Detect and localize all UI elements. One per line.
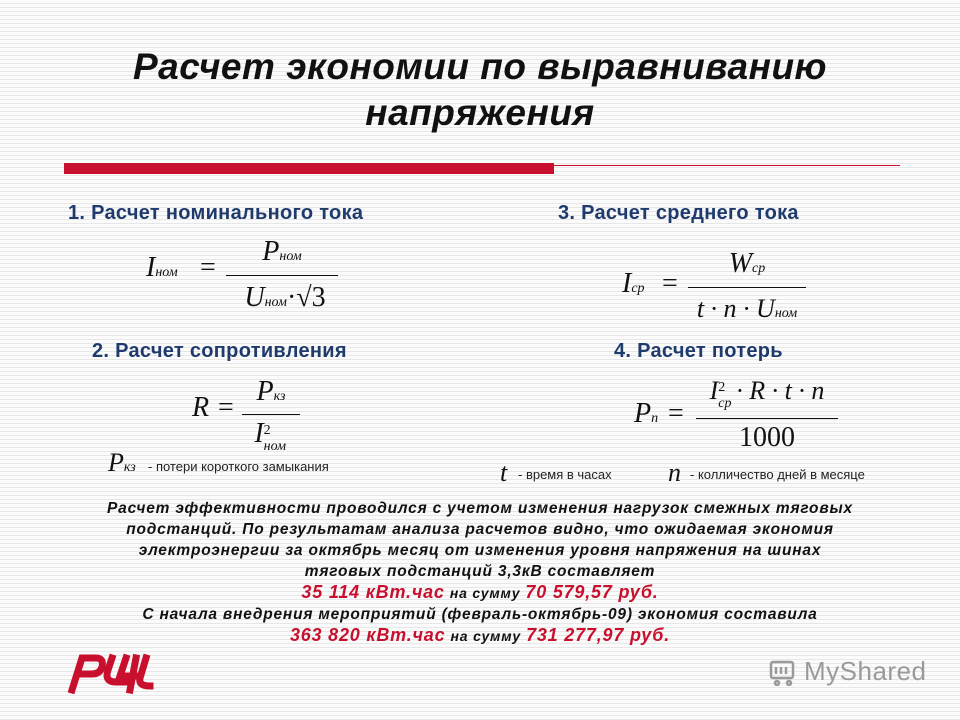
f2-numerator: P [256,376,274,407]
value1-kwh: 35 114 кВт.час [301,582,445,602]
note-pkz-text: - потери короткого замыкания [148,459,329,474]
note-pkz-sub: кз [123,460,136,475]
title-line-1: Расчет экономии по выравниванию [132,46,828,87]
f2-fraction-bar [242,414,300,415]
myshared-cart-icon [768,658,798,686]
summary-paragraph [40,498,920,647]
f4-lhs-sub: п [651,411,659,426]
f2-denominator: I [254,418,264,449]
note-t-symbol: t [500,458,508,487]
f4-denominator: 1000 [739,422,795,453]
f4-fraction-bar [696,418,838,419]
f4-equals: = [668,398,684,429]
rzd-logo [66,650,158,699]
f1-equals: = [200,252,216,283]
f3-numerator: W [728,248,753,279]
f1-denominator: U [244,282,265,313]
heading-nominal-current: 1. Расчет номинального тока [68,202,364,224]
para-result-1 [40,582,920,604]
value2-rub: 731 277,97 руб. [526,625,671,645]
note-n-symbol: n [668,458,681,487]
f1-lhs: I [146,252,156,283]
note-pkz-symbol: P [108,448,124,477]
f2-equals: = [218,392,234,423]
f4-numerator-tail: · R · t · n [736,376,825,405]
f3-numerator-sub: ср [752,261,766,276]
para-result-2 [40,625,920,647]
title-line-2: напряжения [365,92,595,133]
myshared-watermark: MyShared [804,656,927,686]
f4-numerator-sup: 2 [718,380,726,395]
f2-numerator-sub: кз [273,389,286,404]
f1-denominator-tail: ·√3 [286,282,326,313]
para-line-4: тяговых подстанций 3,3кВ составляет [304,563,656,580]
f2-lhs: R [192,392,210,423]
f1-numerator: P [262,236,280,267]
f3-fraction-bar [688,287,806,288]
note-n-text: - колличество дней в месяце [690,467,865,482]
f3-equals: = [662,268,678,299]
f4-numerator-sub: ср [718,396,732,411]
f2-denominator-sup: 2 [263,423,271,438]
heading-losses: 4. Расчет потерь [614,340,783,362]
para-line-1: Расчет эффективности проводился с учетом изменения нагрузок смежных тяговых [107,500,853,517]
f1-fraction-bar [226,275,338,276]
para-line-6: С начала внедрения мероприятий (февраль-октябрь-09) экономия составила [142,606,818,623]
f3-lhs: I [622,268,632,299]
f1-numerator-sub: ном [279,249,302,264]
heading-resistance: 2. Расчет сопротивления [92,340,347,362]
f3-denominator: t · n · U [696,294,775,323]
para-line-3: электроэнергии за октябрь месяц от изменения уровня напряжения на шинах [138,542,822,559]
title-rule-thick [64,163,554,174]
f3-lhs-sub: ср [631,281,645,296]
slide-title [0,44,960,136]
f4-lhs: P [634,398,652,429]
rzd-logo-icon [66,650,158,694]
on-sum-1: на сумму [449,585,521,601]
f4-numerator: I [709,376,719,405]
value1-rub: 70 579,57 руб. [525,582,659,602]
on-sum-2: на сумму [450,628,521,644]
title-rule-thin [554,165,900,166]
f1-lhs-sub: ном [155,265,178,280]
value2-kwh: 363 820 кВт.час [289,625,446,645]
para-line-2: подстанций. По результатам анализа расчетов видно, что ожидаемая экономия [126,521,834,538]
heading-average-current: 3. Расчет среднего тока [558,202,799,224]
f3-denominator-sub: ном [774,306,798,321]
f2-denominator-sub: ном [263,439,287,454]
f1-denominator-sub: ном [264,295,287,310]
note-t-text: - время в часах [518,467,612,482]
